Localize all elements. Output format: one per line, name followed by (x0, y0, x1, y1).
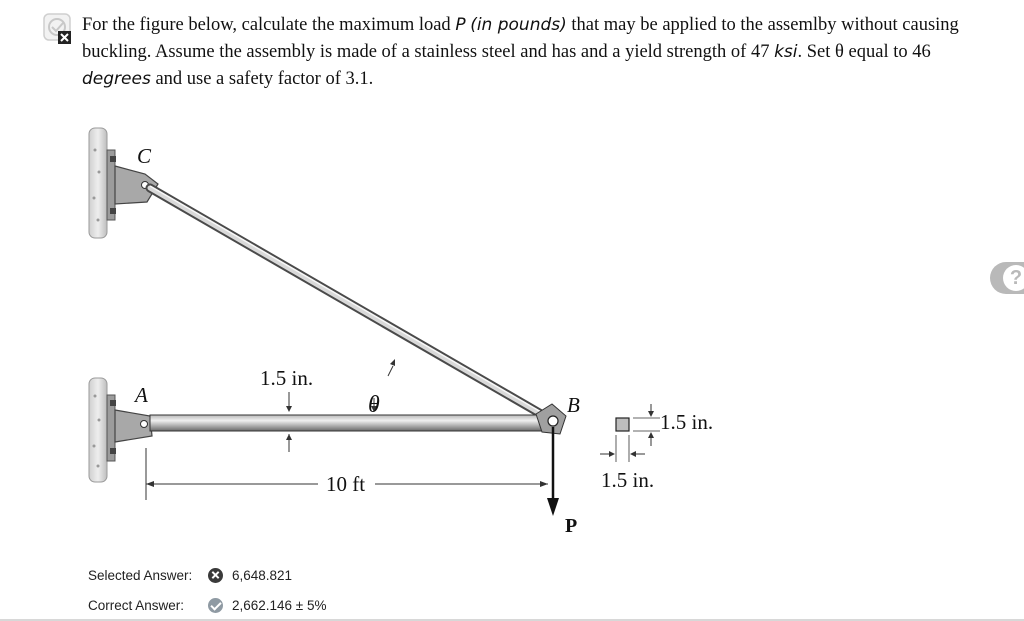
selected-answer-value: 6,648.821 (232, 567, 293, 583)
help-icon[interactable]: ? (1003, 265, 1024, 291)
selected-answer-label: Selected Answer: (88, 567, 193, 583)
help-button[interactable] (990, 262, 1024, 294)
label-theta: θ (368, 392, 380, 418)
ksi-unit: ksi (774, 42, 798, 62)
label-length: 10 ft (326, 472, 366, 496)
rod-cb (150, 186, 548, 418)
label-cross-width: 1.5 in. (601, 468, 655, 492)
label-c: C (137, 144, 152, 168)
label-b: B (567, 393, 580, 417)
load-symbol: P (455, 15, 466, 35)
bar-ab (150, 415, 550, 431)
incorrect-icon (208, 568, 223, 583)
label-cross-height: 1.5 in. (660, 410, 714, 434)
load-arrow-p (547, 427, 559, 516)
correct-answer-label: Correct Answer: (88, 597, 185, 613)
question-part-3: . Set θ equal to 46 (797, 42, 931, 62)
correct-answer-row (88, 595, 326, 615)
label-p: P (565, 515, 578, 537)
question-part-4: and use a safety factor of 3.1. (150, 69, 374, 89)
correct-icon (208, 598, 223, 613)
question-part-2: that may be applied to the assemlby without causing buckling. Assume the assembly is made of a stainless steel and has and a yield strength of 47 (82, 15, 959, 62)
label-a: A (135, 383, 148, 407)
selected-answer-row (88, 565, 292, 585)
question-part-1: For the figure below, calculate the maximum load (82, 15, 456, 35)
label-section-dim: 1.5 in. (260, 366, 314, 390)
unit-phrase: (in pounds) (470, 15, 567, 35)
correct-answer-value: 2,662.146 ± 5% (232, 597, 327, 613)
degrees-word: degrees (82, 69, 151, 89)
cross-section-detail (600, 404, 660, 462)
